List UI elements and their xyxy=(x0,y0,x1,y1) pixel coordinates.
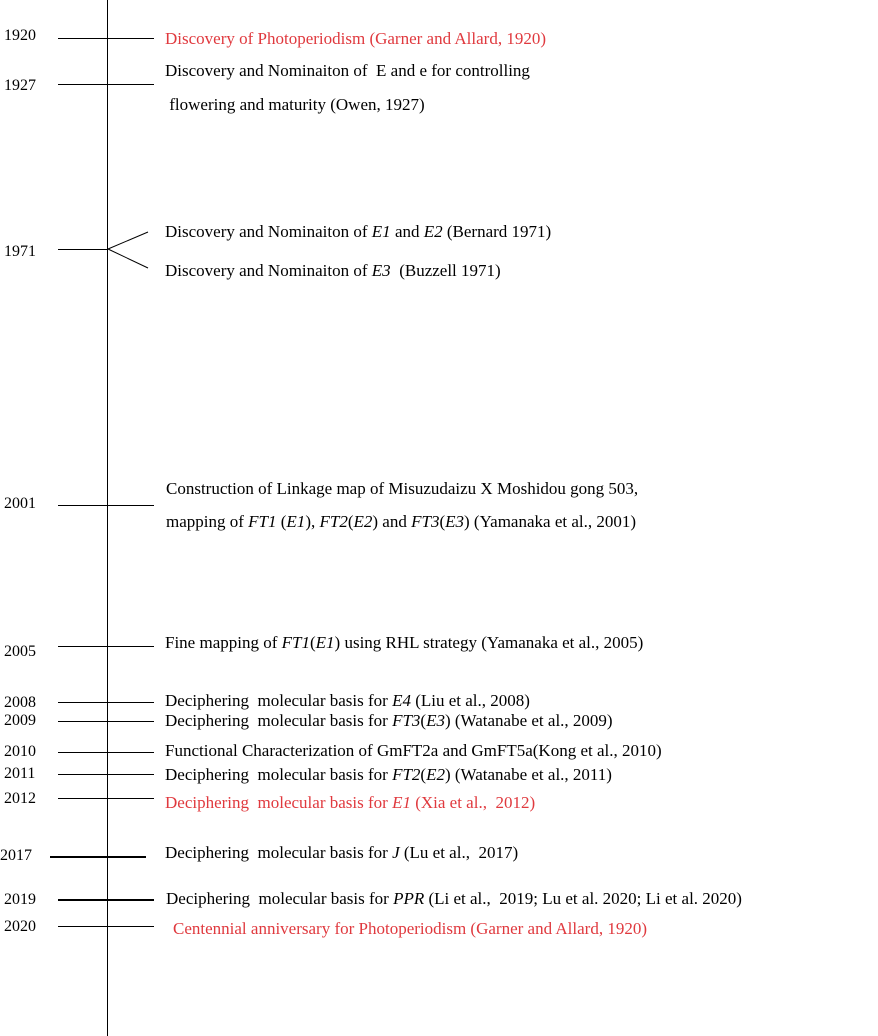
event-text-2012 xyxy=(165,793,535,813)
gene-name: FT3 xyxy=(392,711,421,730)
event-text-segment: flowering and maturity (Owen, 1927) xyxy=(165,95,425,114)
event-text-segment: Deciphering molecular basis for xyxy=(165,691,393,710)
year-label-2005: 2005 xyxy=(4,643,36,660)
gene-name: E4 xyxy=(392,691,411,710)
gene-name: FT1 xyxy=(281,633,310,652)
year-tick-2017 xyxy=(50,856,146,858)
event-text-1971-line-2 xyxy=(165,261,501,281)
event-text-2001-line-2 xyxy=(166,512,636,532)
event-text-1971-line-1 xyxy=(165,222,551,242)
gene-name: FT3 xyxy=(411,512,440,531)
year-tick-2010 xyxy=(58,752,154,753)
gene-name: E1 xyxy=(286,512,306,531)
year-label-2010: 2010 xyxy=(4,743,36,760)
event-text-segment: (Bernard 1971) xyxy=(442,222,552,241)
event-text-segment: (Buzzell 1971) xyxy=(390,261,501,280)
event-text-2019 xyxy=(166,889,742,909)
event-text-2011 xyxy=(165,765,612,785)
branch-lower-stroke xyxy=(108,249,148,268)
gene-name: E2 xyxy=(423,222,443,241)
year-label-2019: 2019 xyxy=(4,891,36,908)
event-text-segment: (Xia et al., 2012) xyxy=(410,793,536,812)
branch-upper-stroke xyxy=(108,232,148,249)
event-text-segment: ) (Watanabe et al., 2011) xyxy=(444,765,612,784)
event-text-1927-line-2 xyxy=(165,95,425,115)
year-tick-2009 xyxy=(58,721,154,722)
event-text-2017 xyxy=(165,843,518,863)
gene-name: J xyxy=(392,843,400,862)
year-tick-2012 xyxy=(58,798,154,799)
gene-name: E2 xyxy=(426,765,445,784)
event-text-segment: Construction of Linkage map of Misuzudaizu X Moshidou gong 503, xyxy=(166,479,639,498)
year-tick-1927 xyxy=(58,84,154,85)
year-tick-2005 xyxy=(58,646,154,647)
event-text-segment: ( xyxy=(420,711,427,730)
event-text-segment: ) and xyxy=(372,512,412,531)
event-text-1920 xyxy=(165,29,546,49)
event-text-segment: ( xyxy=(420,765,427,784)
gene-name: FT2 xyxy=(319,512,348,531)
year-tick-2020 xyxy=(58,926,154,927)
gene-name: E3 xyxy=(426,711,445,730)
year-label-2012: 2012 xyxy=(4,790,36,807)
event-text-segment: and xyxy=(390,222,424,241)
year-tick-2011 xyxy=(58,774,154,775)
gene-name: E3 xyxy=(445,512,465,531)
event-text-segment: (Li et al., 2019; Lu et al. 2020; Li et al. 2020) xyxy=(424,889,742,908)
gene-name: E1 xyxy=(371,222,391,241)
gene-name: E1 xyxy=(392,793,411,812)
event-text-segment: mapping of xyxy=(166,512,249,531)
year-label-1971: 1971 xyxy=(4,243,36,260)
year-label-1927: 1927 xyxy=(4,77,36,94)
year-tick-2001 xyxy=(58,505,154,506)
event-text-segment: Functional Characterization of GmFT2a and GmFT5a(Kong et al., 2010) xyxy=(165,741,662,760)
event-text-segment: Discovery and Nominaiton of xyxy=(165,261,372,280)
event-text-segment: ) (Yamanaka et al., 2001) xyxy=(464,512,637,531)
year-tick-2019 xyxy=(58,899,154,901)
event-text-segment: ( xyxy=(439,512,446,531)
event-text-2020 xyxy=(173,919,647,939)
gene-name: FT2 xyxy=(392,765,421,784)
year-label-2009: 2009 xyxy=(4,712,36,729)
event-text-segment: Centennial anniversary for Photoperiodism (Garner and Allard, 1920) xyxy=(173,919,647,938)
event-text-segment: ), xyxy=(305,512,320,531)
gene-name: PPR xyxy=(393,889,425,908)
year-label-2001: 2001 xyxy=(4,495,36,512)
event-text-segment: Discovery and Nominaiton of xyxy=(165,222,372,241)
event-text-segment: Fine mapping of xyxy=(165,633,282,652)
gene-name: FT1 xyxy=(248,512,277,531)
gene-name: E1 xyxy=(315,633,335,652)
event-text-2005 xyxy=(165,633,643,653)
event-text-segment: Deciphering molecular basis for xyxy=(166,889,394,908)
event-text-segment: (Lu et al., 2017) xyxy=(399,843,519,862)
event-text-segment: Deciphering molecular basis for xyxy=(165,765,393,784)
year-label-2020: 2020 xyxy=(4,918,36,935)
year-tick-1971 xyxy=(58,249,108,250)
year-label-2008: 2008 xyxy=(4,694,36,711)
event-text-segment: ) (Watanabe et al., 2009) xyxy=(444,711,613,730)
event-text-segment: Discovery of Photoperiodism (Garner and Allard, 1920) xyxy=(165,29,546,48)
event-text-2008 xyxy=(165,691,530,711)
event-text-segment: Deciphering molecular basis for xyxy=(165,711,393,730)
year-tick-2008 xyxy=(58,702,154,703)
year-label-2011: 2011 xyxy=(4,765,36,782)
event-text-segment: ( xyxy=(347,512,354,531)
gene-name: E2 xyxy=(353,512,373,531)
event-text-segment: ( xyxy=(276,512,287,531)
event-text-segment: Deciphering molecular basis for xyxy=(165,843,393,862)
event-text-segment: ) using RHL strategy (Yamanaka et al., 2005) xyxy=(334,633,644,652)
year-label-1920: 1920 xyxy=(4,27,36,44)
event-text-segment: Deciphering molecular basis for xyxy=(165,793,393,812)
event-text-segment: Discovery and Nominaiton of E and e for controlling xyxy=(165,61,530,80)
event-text-2009 xyxy=(165,711,613,731)
event-text-1927-line-1 xyxy=(165,61,530,81)
event-text-2010 xyxy=(165,741,662,761)
event-text-2001-line-1 xyxy=(166,479,638,499)
year-label-2017: 2017 xyxy=(0,847,32,864)
event-text-segment: (Liu et al., 2008) xyxy=(410,691,530,710)
year-tick-1920 xyxy=(58,38,154,39)
event-text-segment: ( xyxy=(309,633,316,652)
gene-name: E3 xyxy=(371,261,391,280)
